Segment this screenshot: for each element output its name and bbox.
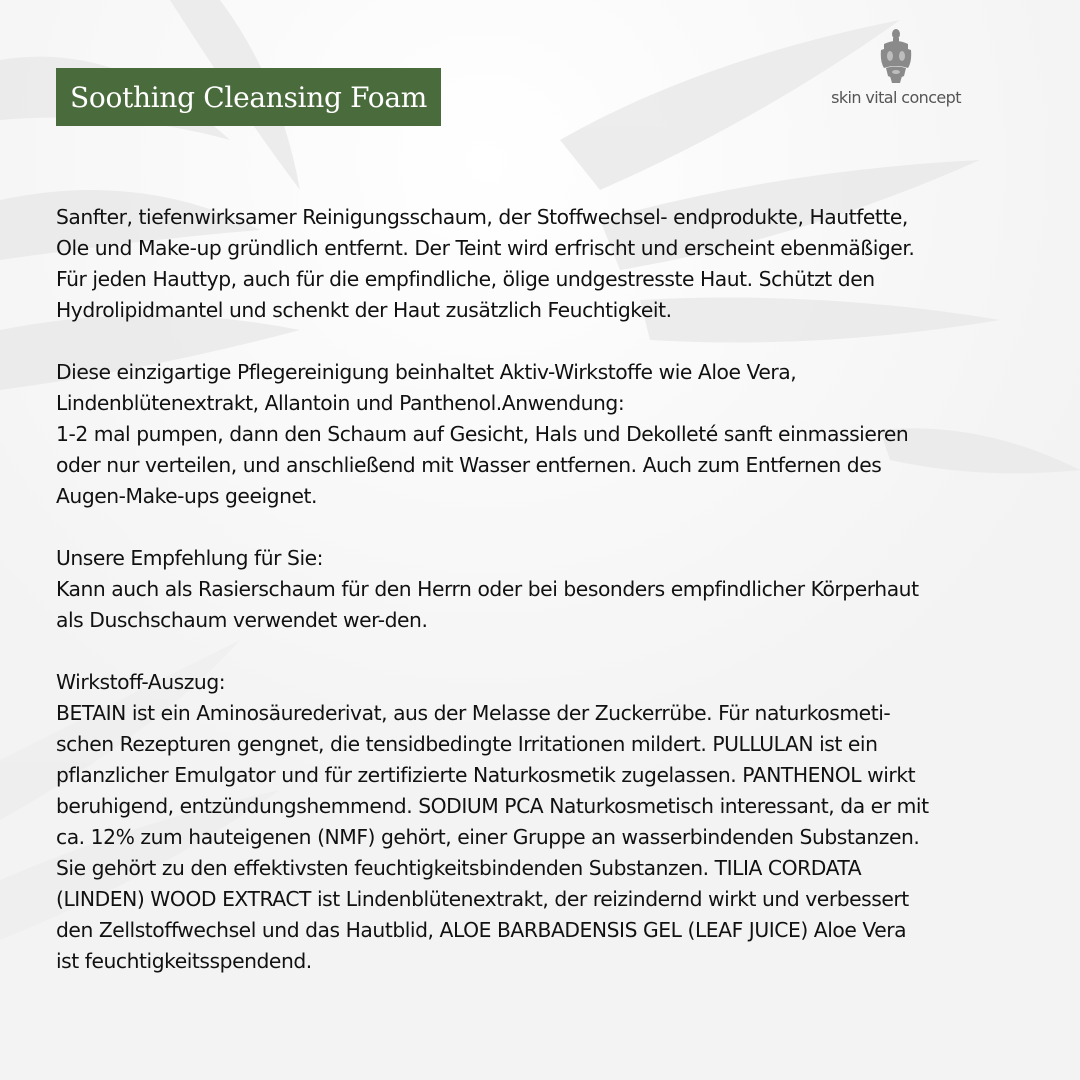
- paragraph-recommendation: [56, 543, 1041, 636]
- text-line: Wirkstoff-Auszug:: [56, 670, 226, 694]
- text-line: pflanzlicher Emulgator und für zertifizierte Naturkosmetik zugelassen. PANTHENOL wirkt: [56, 763, 916, 787]
- text-line: Diese einzigartige Pflegereinigung beinhaltet Aktiv-Wirkstoffe wie Aloe Vera,: [56, 360, 797, 384]
- text-line: BETAIN ist ein Aminosäurederivat, aus der Melasse der Zuckerrübe. Für naturkosmeti-: [56, 701, 891, 725]
- text-line: schen Rezepturen gengnet, die tensidbedingte Irritationen mildert. PULLULAN ist ein: [56, 732, 878, 756]
- text-line: als Duschschaum verwendet wer-den.: [56, 608, 428, 632]
- paragraph-ingredients: [56, 667, 1041, 977]
- text-line: Sanfter, tiefenwirksamer Reinigungsschaum, der Stoffwechsel- endprodukte, Hautfette,: [56, 205, 908, 229]
- text-line: ist feuchtigkeitsspendend.: [56, 949, 312, 973]
- text-line: Augen-Make-ups geeignet.: [56, 484, 318, 508]
- text-line: den Zellstoffwechsel und das Hautblid, ALOE BARBADENSIS GEL (LEAF JUICE) Aloe Vera: [56, 918, 907, 942]
- paragraph-usage: [56, 357, 1041, 512]
- text-line: Ole und Make-up gründlich entfernt. Der Teint wird erfrischt und erscheint ebenmäßiger.: [56, 236, 915, 260]
- text-line: Hydrolipidmantel und schenkt der Haut zusätzlich Feuchtigkeit.: [56, 298, 672, 322]
- product-title-banner: [56, 68, 441, 126]
- text-line: ca. 12% zum hauteigenen (NMF) gehört, einer Gruppe an wasserbindenden Substanzen.: [56, 825, 920, 849]
- product-description: [56, 202, 1041, 1008]
- text-line: (LINDEN) WOOD EXTRACT ist Lindenblütenextrakt, der reizindernd wirkt und verbessert: [56, 887, 909, 911]
- text-line: 1-2 mal pumpen, dann den Schaum auf Gesicht, Hals und Dekolleté sanft einmassieren: [56, 422, 909, 446]
- product-title: Soothing Cleansing Foam: [70, 80, 427, 114]
- text-line: Lindenblütenextrakt, Allantoin und Panthenol.Anwendung:: [56, 391, 625, 415]
- text-line: beruhigend, entzündungshemmend. SODIUM PCA Naturkosmetisch interessant, da er mit: [56, 794, 929, 818]
- text-line: Sie gehört zu den effektivsten feuchtigkeitsbindenden Substanzen. TILIA CORDATA: [56, 856, 862, 880]
- crest-icon: [878, 28, 914, 84]
- text-line: oder nur verteilen, und anschließend mit Wasser entfernen. Auch zum Entfernen des: [56, 453, 882, 477]
- brand-name: skin vital concept: [831, 88, 961, 107]
- brand-logo: [808, 28, 984, 112]
- text-line: Unsere Empfehlung für Sie:: [56, 546, 324, 570]
- text-line: Für jeden Hauttyp, auch für die empfindliche, ölige undgestresste Haut. Schützt den: [56, 267, 875, 291]
- text-line: Kann auch als Rasierschaum für den Herrn oder bei besonders empfindlicher Körperhaut: [56, 577, 919, 601]
- paragraph-description: [56, 202, 1041, 326]
